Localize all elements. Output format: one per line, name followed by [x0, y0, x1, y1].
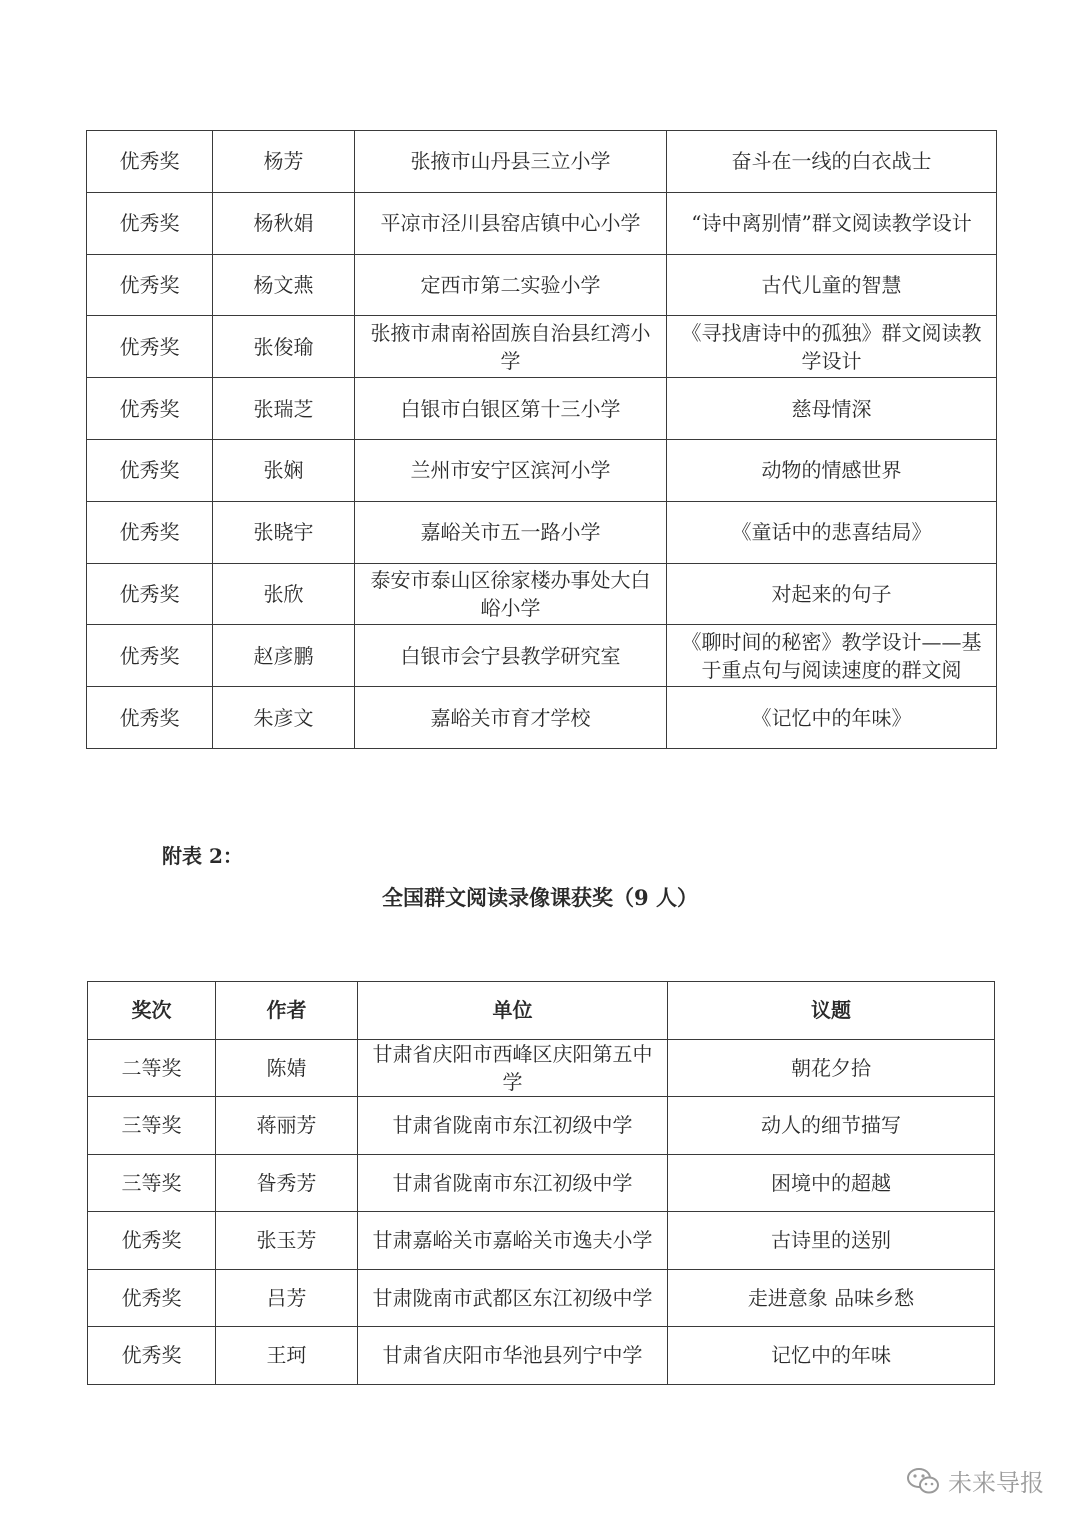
award-level-cell: 优秀奖: [87, 625, 213, 687]
unit-cell: 甘肃省陇南市东江初级中学: [358, 1154, 668, 1212]
topic-cell: 走进意象 品味乡愁: [668, 1269, 995, 1327]
award-level-cell: 优秀奖: [87, 316, 213, 378]
table-row: [87, 378, 997, 440]
header-topic: 议题: [668, 982, 995, 1040]
author-cell: 蒋丽芳: [216, 1097, 358, 1155]
table-row: [88, 1269, 995, 1327]
award-table-continued-body: [87, 131, 997, 749]
header-award-level: 奖次: [88, 982, 216, 1040]
topic-cell: 慈母情深: [667, 378, 997, 440]
author-cell: 杨文燕: [213, 254, 355, 316]
topic-cell: 朝花夕拾: [668, 1039, 995, 1097]
topic-cell: 对起来的句子: [667, 563, 997, 625]
award-level-cell: 三等奖: [88, 1097, 216, 1155]
author-cell: 张俊瑜: [213, 316, 355, 378]
unit-cell: 白银市白银区第十三小学: [355, 378, 667, 440]
unit-cell: 甘肃省陇南市东江初级中学: [358, 1097, 668, 1155]
unit-cell: 泰安市泰山区徐家楼办事处大白峪小学: [355, 563, 667, 625]
author-cell: 张玉芳: [216, 1212, 358, 1270]
unit-cell: 张掖市山丹县三立小学: [355, 131, 667, 193]
table-row: [88, 1097, 995, 1155]
topic-cell: 记忆中的年味: [668, 1327, 995, 1385]
author-cell: 张瑞芝: [213, 378, 355, 440]
topic-cell: 困境中的超越: [668, 1154, 995, 1212]
table-caption: 全国群文阅读录像课获奖（9 人）: [382, 885, 698, 910]
author-cell: 张欣: [213, 563, 355, 625]
unit-cell: 嘉峪关市五一路小学: [355, 501, 667, 563]
award-level-cell: 优秀奖: [87, 192, 213, 254]
table-row: [87, 192, 997, 254]
unit-cell: 白银市会宁县教学研究室: [355, 625, 667, 687]
watermark: [906, 1463, 1044, 1498]
table-row: [87, 131, 997, 193]
unit-cell: 定西市第二实验小学: [355, 254, 667, 316]
award-level-cell: 优秀奖: [87, 439, 213, 501]
award-level-cell: 优秀奖: [88, 1327, 216, 1385]
author-cell: 赵彦鹏: [213, 625, 355, 687]
table-row: [87, 316, 997, 378]
watermark-text: 未来导报: [948, 1469, 1044, 1497]
author-cell: 杨秋娟: [213, 192, 355, 254]
topic-cell: 动物的情感世界: [667, 439, 997, 501]
table-row: [87, 687, 997, 749]
table-row: [88, 1212, 995, 1270]
table-row: [88, 1327, 995, 1385]
video-lesson-award-table: [87, 981, 995, 1385]
award-level-cell: 优秀奖: [87, 254, 213, 316]
author-cell: 张晓宇: [213, 501, 355, 563]
unit-cell: 甘肃嘉峪关市嘉峪关市逸夫小学: [358, 1212, 668, 1270]
award-table-continued: [86, 130, 997, 749]
topic-cell: “诗中离别情”群文阅读教学设计: [667, 192, 997, 254]
topic-cell: 《童话中的悲喜结局》: [667, 501, 997, 563]
topic-cell: 《聊时间的秘密》教学设计——基于重点句与阅读速度的群文阅: [667, 625, 997, 687]
topic-cell: 古代儿童的智慧: [667, 254, 997, 316]
author-cell: 陈婧: [216, 1039, 358, 1097]
award-level-cell: 优秀奖: [88, 1212, 216, 1270]
table-row: [87, 501, 997, 563]
author-cell: 吕芳: [216, 1269, 358, 1327]
award-level-cell: 优秀奖: [87, 378, 213, 440]
appendix-label: 附表 2：: [162, 844, 243, 868]
unit-cell: 甘肃省庆阳市华池县列宁中学: [358, 1327, 668, 1385]
award-level-cell: 三等奖: [88, 1154, 216, 1212]
topic-cell: 《记忆中的年味》: [667, 687, 997, 749]
unit-cell: 甘肃省庆阳市西峰区庆阳第五中学: [358, 1039, 668, 1097]
table-header-row: [88, 982, 995, 1040]
header-unit: 单位: [358, 982, 668, 1040]
topic-cell: 《寻找唐诗中的孤独》群文阅读教学设计: [667, 316, 997, 378]
table-row: [87, 563, 997, 625]
unit-cell: 嘉峪关市育才学校: [355, 687, 667, 749]
award-level-cell: 优秀奖: [87, 563, 213, 625]
table-row: [87, 439, 997, 501]
award-level-cell: 二等奖: [88, 1039, 216, 1097]
unit-cell: 兰州市安宁区滨河小学: [355, 439, 667, 501]
author-cell: 朱彦文: [213, 687, 355, 749]
table-row: [87, 254, 997, 316]
author-cell: 张娴: [213, 439, 355, 501]
unit-cell: 平凉市泾川县窑店镇中心小学: [355, 192, 667, 254]
wechat-icon: [906, 1467, 940, 1495]
author-cell: 王珂: [216, 1327, 358, 1385]
topic-cell: 奋斗在一线的白衣战士: [667, 131, 997, 193]
topic-cell: 动人的细节描写: [668, 1097, 995, 1155]
author-cell: 昝秀芳: [216, 1154, 358, 1212]
award-level-cell: 优秀奖: [88, 1269, 216, 1327]
video-lesson-award-table-body: [88, 1039, 995, 1384]
unit-cell: 甘肃陇南市武都区东江初级中学: [358, 1269, 668, 1327]
header-author: 作者: [216, 982, 358, 1040]
award-level-cell: 优秀奖: [87, 501, 213, 563]
unit-cell: 张掖市肃南裕固族自治县红湾小学: [355, 316, 667, 378]
award-level-cell: 优秀奖: [87, 687, 213, 749]
table-row: [87, 625, 997, 687]
award-level-cell: 优秀奖: [87, 131, 213, 193]
topic-cell: 古诗里的送别: [668, 1212, 995, 1270]
table-row: [88, 1039, 995, 1097]
table-row: [88, 1154, 995, 1212]
author-cell: 杨芳: [213, 131, 355, 193]
